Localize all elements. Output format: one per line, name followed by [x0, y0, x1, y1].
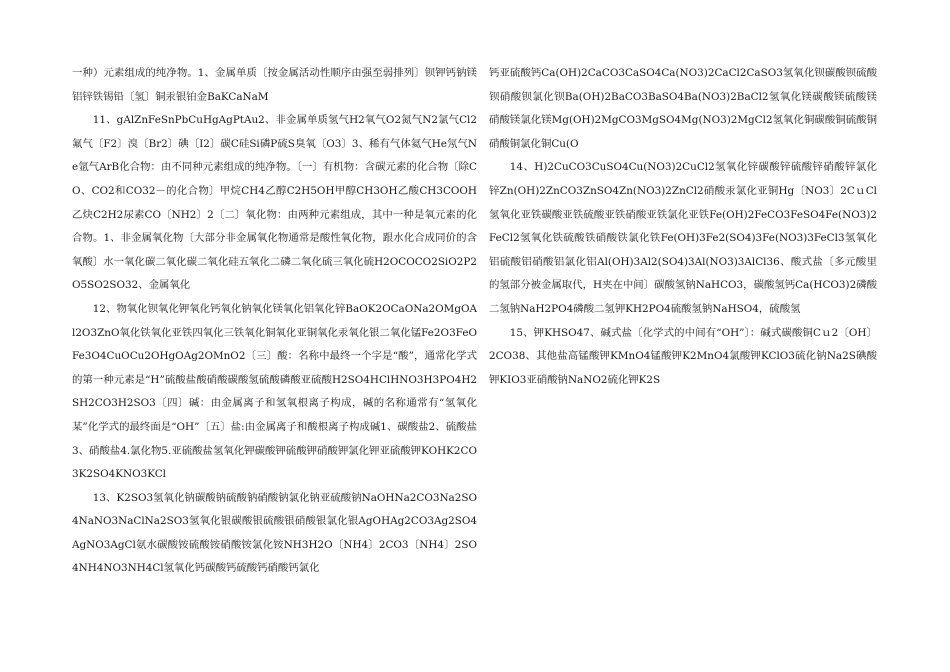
paragraph-12: 12、物氧化钡氧化钾氧化钙氧化钠氧化镁氧化铝氧化锌BaOK2OCaONa2OMgOAl2O3ZnO氧化铁氧化亚铁四氧化三铁氧化铜氧化亚铜氧化汞氧化银二氧化锰Fe2O3FeOFe3O4CuOCu2OHgOAg2OMnO2〔三〕酸：名称中最终一个字是“酸”，通常化学式的第一种元素是“H”硫酸盐酸硝酸碳酸氢硫酸磷酸亚硫酸H2SO4HClHNO3H3PO4H2SH2CO3H2SO3〔四〕碱：由金属离子和氢氧根离子构成，碱的名称通常有“氢氧化某”化学式的最终面是“OH”〔五〕盐:由金属离子和酸根离子构成碱1、碳酸盐2、硫酸盐3、硝酸盐4.氯化物5.亚硫酸盐氢氧化钾碳酸钾硫酸钾硝酸钾氯化钾亚硫酸钾KOHK2CO3K2SO4KNO3KCl	[72, 302, 477, 481]
paragraph-14: 14、H)2CuCO3CuSO4Cu(NO3)2CuCl2氢氧化锌碳酸锌硫酸锌硝酸锌氯化锌Zn(OH)2ZnCO3ZnSO4Zn(NO3)2ZnCl2硝酸汞氯化亚铜Hg〔NO3〕2CｕCl氢氧化亚铁碳酸亚铁硫酸亚铁硝酸亚铁氯化亚铁Fe(OH)2FeCO3FeSO4Fe(NO3)2FeCl2氢氧化铁硫酸铁硝酸铁氯化铁Fe(OH)3Fe2(SO4)3Fe(NO3)3FeCl3氢氧化铝硫酸铝硝酸铝氯化铝Al(OH)3Al2(SO4)3Al(NO3)3AlCl36、酸式盐〔多元酸里的氢部分被金属取代，H夹在中间〕碳酸氢钠NaHCO3，碳酸氢钙Ca(HCO3)2磷酸二氢钠NaH2PO4磷酸二氢钾KH2PO4硫酸氢钠NaHSO4，硫酸氢	[489, 161, 877, 315]
paragraph-continuation: 钙亚硫酸钙Ca(OH)2CaCO3CaSO4Ca(NO3)2CaCl2CaSO3氢氧化钡碳酸钡硫酸钡硝酸钡氯化钡Ba(OH)2BaCO3BaSO4Ba(NO3)2BaCl2氢氧化镁碳酸镁硫酸镁硝酸镁氯化镁Mg(OH)2MgCO3MgSO4Mg(NO3)2MgCl2氢氧化铜碳酸铜硫酸铜硝酸铜氯化铜Cu(O	[489, 67, 877, 150]
paragraph-11: 11、gAlZnFeSnPbCuHgAgPtAu2、非金属单质氢气H2氧气O2氮气N2氯气Cl2氟气〔F2〕溴〔Br2〕碘〔I2〕碳C硅Si磷P硫S臭氧〔O3〕3、稀有气体氦气He氖气Ne氩气ArB化合物：由不同种元素组成的纯净物。〔一〕有机物：含碳元素的化合物〔除CO、CO2和CO32－的化合物〕甲烷CH4乙醇C2H5OH甲醇CH3OH乙酸CH3COOH乙炔C2H2尿素CO〔NH2〕2〔二〕氧化物：由两种元素组成，其中一种是氧元素的化合物。1、非金属氧化物〔大部分非金属氧化物通常是酸性氧化物，跟水化合成同价的含氧酸〕水一氧化碳二氧化碳二氧化硅五氧化二磷二氧化硫三氧化硫H2OCOCO2SiO2P2O5SO2SO32、金属氧化	[72, 114, 477, 292]
paragraph-intro: 一种）元素组成的纯净物。1、金属单质〔按金属活动性顺序由强至弱排列〕钡钾钙钠镁铝锌铁锡铅〔氢〕铜汞银铂金BaKCaNaM	[72, 67, 477, 103]
paragraph-15: 15、钾KHSO47、碱式盐〔化学式的中间有“OH”〕：碱式碳酸铜Cｕ2〔OH〕2CO38、其他盐高锰酸钾KMnO4锰酸钾K2MnO4氯酸钾KClO3硫化钠Na2S碘酸钾KIO3亚硝酸钠NaNO2硫化钾K2S	[489, 326, 877, 386]
left-text-column	[72, 62, 477, 581]
paragraph-13: 13、K2SO3氢氧化钠碳酸钠硫酸钠硝酸钠氯化钠亚硫酸钠NaOHNa2CO3Na2SO4NaNO3NaClNa2SO3氢氧化银碳酸银硫酸银硝酸银氯化银AgOHAg2CO3Ag2SO4AgNO3AgCl氨水碳酸铵硫酸铵硝酸铵氯化铵NH3H2O〔NH4〕2CO3〔NH4〕2SO4NH4NO3NH4Cl氢氧化钙碳酸钙硫酸钙硝酸钙氯化	[72, 491, 477, 575]
right-text-column	[489, 62, 877, 392]
